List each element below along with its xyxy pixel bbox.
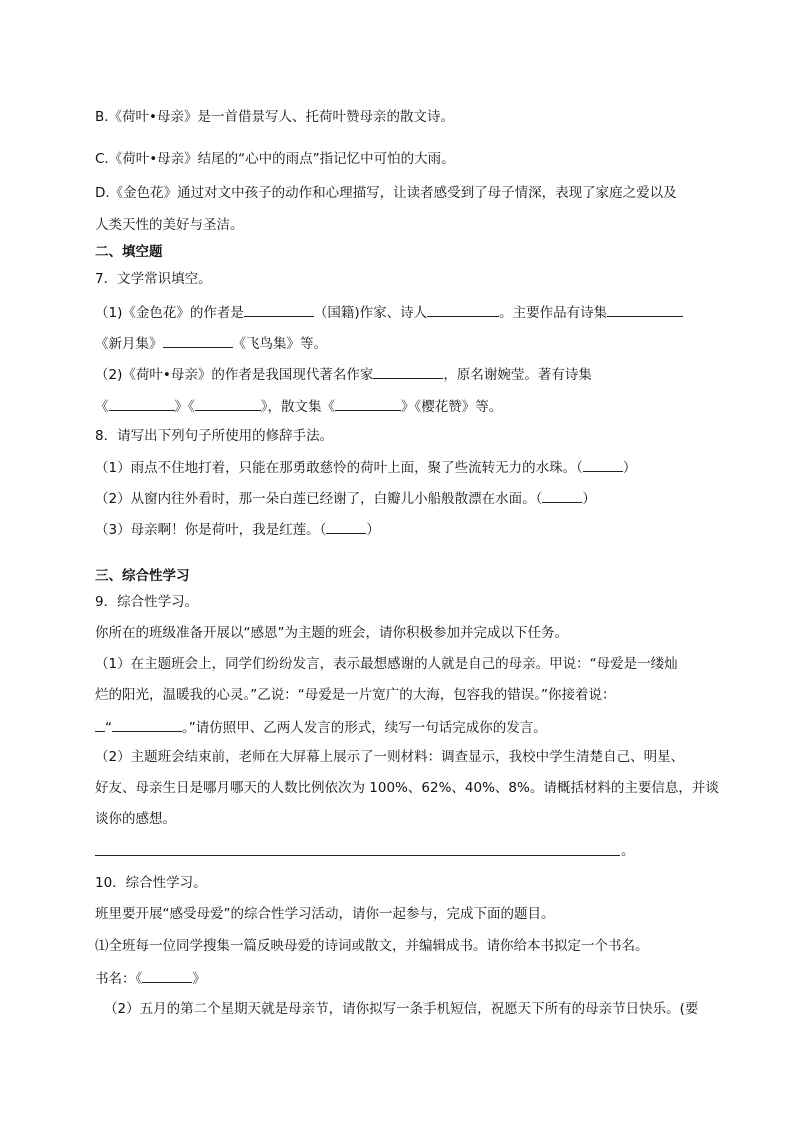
q7-l1-text-b: （国籍)作家、诗人 xyxy=(313,305,428,321)
option-c: C.《荷叶•母亲》结尾的“心中的雨点”指记忆中可怕的大雨。 xyxy=(95,151,455,167)
q9-p1c-text: 。”请仿照甲、乙两人发言的形式，续写一句话完成你的发言。 xyxy=(182,720,547,736)
q10-book-name xyxy=(95,968,206,988)
q7-l1-text-a: （1)《金色花》的作者是 xyxy=(95,305,244,321)
q10-title: 10．综合性学习。 xyxy=(95,875,207,891)
option-d-line1: D.《金色花》通过对文中孩子的动作和心理描写，让读者感受到了母子情深，表现了家庭之爱以及 xyxy=(95,185,677,201)
option-b: B.《荷叶•母亲》是一首借景写人、托荷叶赞母亲的散文诗。 xyxy=(95,109,455,125)
q7-line1 xyxy=(95,302,683,322)
q10-p1: ⑴全班每一位同学搜集一篇反映母爱的诗词或散文，并编辑成书。请你给本书拟定一个书名。 xyxy=(95,938,649,954)
q7-line2 xyxy=(95,333,327,353)
q8-s1-text: （1）雨点不住地打着，只能在那勇敢慈怜的荷叶上面，聚了些流转无力的水珠。（ xyxy=(95,460,583,476)
q9-p1-line2: 烂的阳光，温暖我的心灵。”乙说：“母爱是一片宽广的大海，包容我的错误。”你接着说： xyxy=(95,687,616,703)
q8-s3-text: （3）母亲啊！你是荷叶，我是红莲。（ xyxy=(95,522,327,538)
q7-blank-poetry1[interactable] xyxy=(607,302,683,317)
q8-blank2[interactable] xyxy=(542,488,582,503)
q8-title: 8．请写出下列句子所使用的修辞手法。 xyxy=(95,428,334,444)
q9-p1-line3 xyxy=(95,717,547,737)
q9-intro: 你所在的班级准备开展以“感恩”为主题的班会，请你积极参加并完成以下任务。 xyxy=(95,625,568,641)
q8-sentence1 xyxy=(95,457,636,477)
q7-blank-writer[interactable] xyxy=(373,364,443,379)
q9-blank-speech[interactable] xyxy=(112,717,182,732)
section-heading-fill-blank: 二、填空题 xyxy=(95,244,163,260)
q8-blank1[interactable] xyxy=(583,457,623,472)
q7-l2-text-b: 《飞鸟集》等。 xyxy=(232,336,327,352)
q8-blank3[interactable] xyxy=(326,519,366,534)
q9-p2-line3: 谈你的感想。 xyxy=(95,811,176,827)
q10-p2: （2）五月的第二个星期天就是母亲节，请你拟写一条手机短信，祝愿天下所有的母亲节日快乐。(要 xyxy=(104,1001,699,1017)
q7-l1-text-c: 。主要作品有诗集 xyxy=(499,305,608,321)
section-heading-integrated: 三、综合性学习 xyxy=(95,568,190,584)
q7-l4-text-c: 》，散文集《 xyxy=(260,399,335,415)
q10-blank-book-title[interactable] xyxy=(142,968,192,983)
q7-blank-prose[interactable] xyxy=(335,396,401,411)
q7-line3 xyxy=(95,364,592,384)
q7-l2-text-a: 《新月集》 xyxy=(95,336,163,352)
q7-blank-poetry2[interactable] xyxy=(163,333,233,348)
q9-answer-line[interactable] xyxy=(95,855,620,856)
q8-sentence2 xyxy=(95,488,596,508)
q10-book-label: 书名：《 xyxy=(95,971,143,987)
q9-quote-open: “ xyxy=(105,720,112,736)
q7-blank-collection1[interactable] xyxy=(109,396,175,411)
q9-p2-line2: 好友、母亲生日是哪月哪天的人数比例依次为 100%、62%、40%、8%。请概括材料的主要信息，并谈 xyxy=(95,780,719,796)
q7-l4-text-a: 《 xyxy=(95,399,109,415)
q7-l3-text-a: （2)《荷叶•母亲》的作者是我国现代著名作家 xyxy=(95,367,374,383)
q7-blank-nationality[interactable] xyxy=(244,302,314,317)
q8-s2-close: ） xyxy=(582,491,596,507)
q9-p2-line1: （2）主题班会结束前，老师在大屏幕上展示了一则材料：调查显示，我校中学生清楚自己、明星、 xyxy=(95,749,685,765)
option-d-line2: 人类天性的美好与圣洁。 xyxy=(95,217,244,233)
q9-end-mark: 。 xyxy=(621,843,635,859)
q8-s3-close: ） xyxy=(366,522,380,538)
q10-intro: 班里要开展“感受母爱”的综合性学习活动，请你一起参与，完成下面的题目。 xyxy=(95,906,555,922)
q8-s2-text: （2）从窗内往外看时，那一朵白莲已经谢了，白瓣儿小船般散漂在水面。（ xyxy=(95,491,543,507)
q7-l4-text-d: 》《樱花赞》等。 xyxy=(401,399,503,415)
q9-title: 9．综合性学习。 xyxy=(95,594,199,610)
q9-p1-line1: （1）在主题班会上，同学们纷纷发言，表示最想感谢的人就是自己的母亲。甲说：“母爱是一缕灿 xyxy=(95,656,678,672)
q7-l3-text-b: ，原名谢婉莹。著有诗集 xyxy=(443,367,592,383)
q7-blank-collection2[interactable] xyxy=(195,396,261,411)
q10-book-close: 》 xyxy=(192,971,206,987)
q7-line4 xyxy=(95,396,502,416)
q8-s1-close: ） xyxy=(622,460,637,476)
q7-blank-author[interactable] xyxy=(427,302,499,317)
q7-title: 7．文学常识填空。 xyxy=(95,271,212,287)
q8-sentence3 xyxy=(95,519,380,539)
q7-l4-text-b: 》《 xyxy=(174,399,195,415)
q9-lead-blank xyxy=(95,717,105,732)
